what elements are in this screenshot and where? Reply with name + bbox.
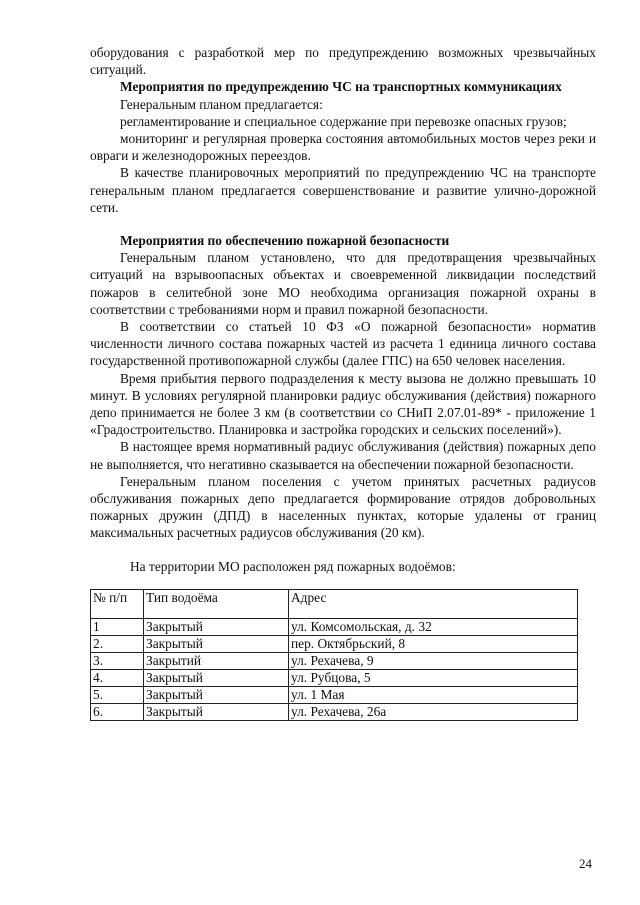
section-title-fire-safety: Мероприятия по обеспечению пожарной безопасности <box>120 233 450 249</box>
cell-number: 2. <box>91 635 144 652</box>
section-title-transport: Мероприятия по предупреждению ЧС на транспортных коммуникациях <box>120 79 562 95</box>
cell-number: 5. <box>91 686 144 703</box>
cell-address: ул. Рехачева, 9 <box>289 652 578 669</box>
cell-address: ул. Комсомольская, д. 32 <box>289 618 578 635</box>
cell-type: Закрытый <box>144 703 289 720</box>
paragraph: мониторинг и регулярная проверка состояния автомобильных мостов через реки и овраги и железнодорожных переездов. <box>90 131 596 164</box>
paragraph: Время прибытия первого подразделения к месту вызова не должно превышать 10 минут. В условиях регулярной планировки радиус обслуживания (действия) пожарного депо принимается не более 3 км (в соответствии со СНиП 2.07.01-89* - приложение 1 «Градостроительство. Планировка и застройка городских и сельских поселений»). <box>90 370 596 438</box>
table-header-row <box>91 589 578 618</box>
cell-number: 3. <box>91 652 144 669</box>
paragraph: регламентирование и специальное содержание при перевозке опасных грузов; <box>120 113 567 129</box>
table-row <box>91 635 578 652</box>
cell-type: Закрытий <box>144 652 289 669</box>
cell-type: Закрытый <box>144 686 289 703</box>
cell-type: Закрытый <box>144 635 289 652</box>
cell-type: Закрытый <box>144 669 289 686</box>
paragraph: В качестве планировочных мероприятий по предупреждению ЧС на транспорте генеральным планом предлагается совершенствование и развитие улично-дорожной сети. <box>90 165 596 215</box>
cell-address: ул. Рехачева, 26а <box>289 703 578 720</box>
table-row <box>91 686 578 703</box>
table-row <box>91 652 578 669</box>
cell-address: ул. Рубцова, 5 <box>289 669 578 686</box>
fire-reservoirs-table <box>90 589 578 721</box>
table-caption: На территории МО расположен ряд пожарных водоёмов: <box>130 558 456 574</box>
page-number: 24 <box>579 856 592 871</box>
table-row <box>91 703 578 720</box>
table-row <box>91 618 578 635</box>
cell-number: 1 <box>91 618 144 635</box>
cell-address: пер. Октябрьский, 8 <box>289 635 578 652</box>
cell-number: 4. <box>91 669 144 686</box>
column-header-address: Адрес <box>289 589 578 618</box>
paragraph: Генеральным планом установлено, что для предотвращения чрезвычайных ситуаций на взрывоопасных объектах и своевременной ликвидации последствий пожаров в селитебной зоне МО необходима организация пожарной охраны в соответствии с требованиями норм и правил пожарной безопасности. <box>90 250 596 317</box>
spacer <box>90 216 596 232</box>
paragraph: Генеральным планом поселения с учетом принятых расчетных радиусов обслуживания пожарных депо предлагается формирование отрядов добровольных пожарных дружин (ДПД) в населенных пунктах, которые удалены от границ максимальных расчетных радиусов обслуживания (20 км). <box>90 473 596 541</box>
cell-address: ул. 1 Мая <box>289 686 578 703</box>
document-page <box>90 44 596 721</box>
cell-number: 6. <box>91 703 144 720</box>
paragraph: Генеральным планом предлагается: <box>120 96 323 112</box>
column-header-type: Тип водоёма <box>144 589 289 618</box>
column-header-number: № п/п <box>91 589 144 618</box>
paragraph: В соответствии со статьей 10 ФЗ «О пожарной безопасности» норматив численности личного состава пожарных частей из расчета 1 единица личного состава государственной противопожарной службы (далее ГПС) на 650 человек населения. <box>90 319 596 369</box>
paragraph-continuation: оборудования с разработкой мер по предупреждению возможных чрезвычайных ситуаций. <box>90 45 596 78</box>
table-row <box>91 669 578 686</box>
cell-type: Закрытый <box>144 618 289 635</box>
paragraph: В настоящее время нормативный радиус обслуживания (действия) пожарных депо не выполняется, что негативно сказывается на обеспечении пожарной безопасности. <box>90 439 596 472</box>
spacer <box>90 542 596 558</box>
